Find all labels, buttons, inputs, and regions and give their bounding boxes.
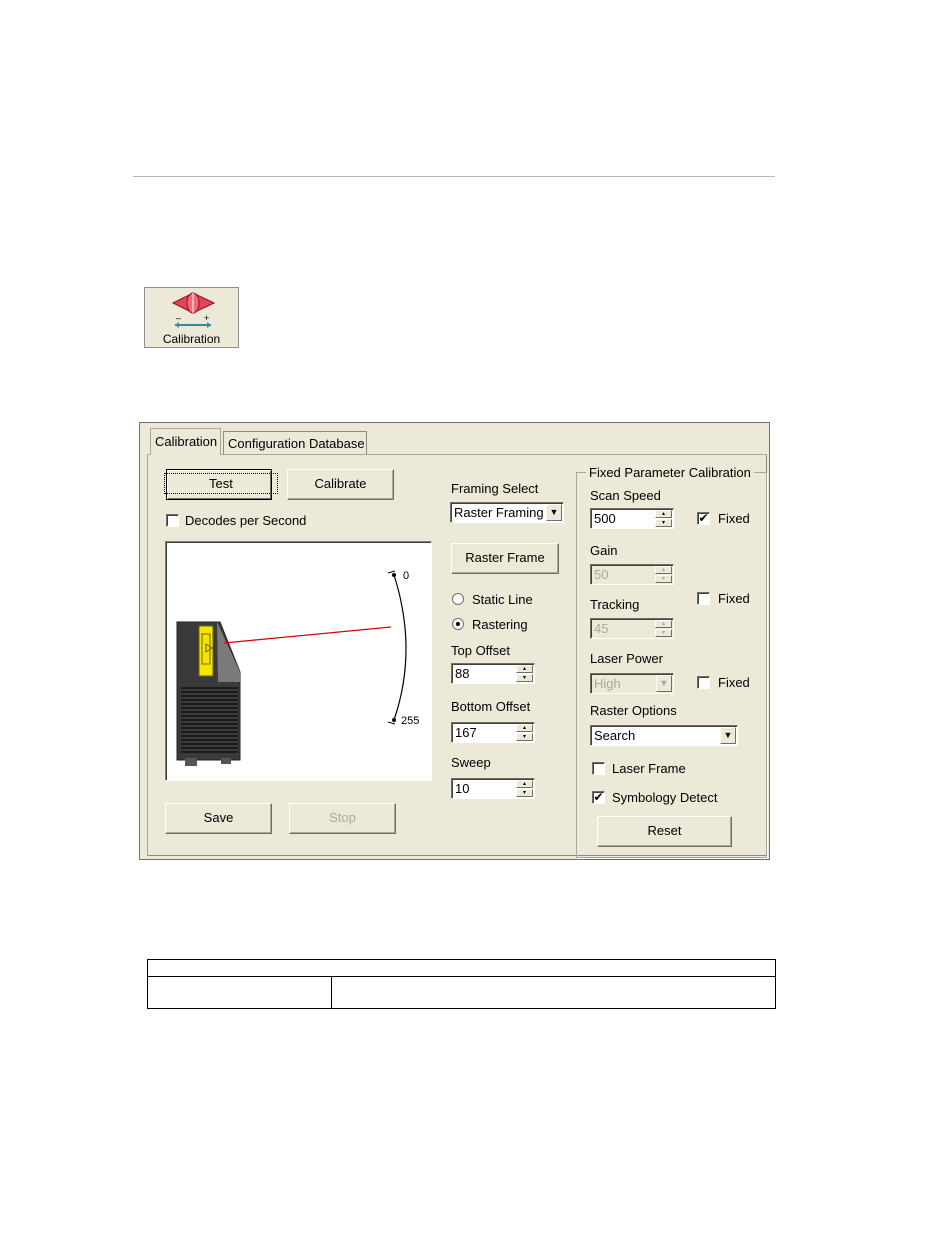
raster-options-value: Search [594,728,636,743]
scanner-device-image [177,622,240,766]
spin-down-icon[interactable]: ▾ [516,674,533,682]
raster-options-dropdown[interactable] [590,725,738,746]
fixed-parameter-legend: Fixed Parameter Calibration [586,465,754,480]
top-offset-input[interactable] [451,663,535,684]
scan-speed-spinner[interactable] [655,510,672,527]
plus-sign: + [204,313,210,323]
calibration-dialog [139,422,770,860]
rastering-radio[interactable] [452,618,464,630]
chevron-down-icon[interactable]: ▼ [720,727,736,744]
framing-select-label: Framing Select [451,481,539,496]
tracking-value: 45 [594,621,609,636]
decodes-per-second-checkbox[interactable] [166,514,179,527]
bottom-offset-label: Bottom Offset [451,699,531,714]
spin-down-icon[interactable]: ▾ [516,733,533,741]
tab-configuration-database-label: Configuration Database [228,436,365,451]
reset-button[interactable]: Reset [597,816,732,847]
gain-label: Gain [590,543,618,558]
laser-power-value: High [594,676,621,691]
minus-sign: – [176,313,182,323]
spin-up-icon[interactable]: ▴ [516,780,533,788]
tab-calibration[interactable] [150,428,221,455]
page-rule [133,176,775,177]
tracking-spinner[interactable] [655,620,672,637]
tracking-fixed-checkbox[interactable] [697,592,710,605]
raster-options-label: Raster Options [590,703,677,718]
chevron-down-icon[interactable]: ▼ [546,504,562,521]
calibration-toolbar-label: Calibration [162,332,221,346]
spin-down-icon[interactable]: ▾ [655,519,672,527]
table-cell [332,977,776,1009]
tab-calibration-label: Calibration [155,434,218,449]
empty-table [147,959,776,1009]
spin-up-icon[interactable]: ▴ [655,510,672,518]
bottom-offset-value: 167 [455,725,477,740]
static-line-radio[interactable] [452,593,464,605]
sweep-value: 10 [455,781,470,796]
rastering-label: Rastering [472,617,528,632]
laser-power-label: Laser Power [590,651,663,666]
scan-speed-label: Scan Speed [590,488,661,503]
decodes-per-second-label: Decodes per Second [185,513,307,528]
laser-power-fixed-checkbox[interactable] [697,676,710,689]
checkmark-icon: ✔ [593,790,604,804]
scale-bottom-label: 255 [401,715,420,727]
test-button-label: Test [167,476,275,491]
spin-down-icon[interactable]: ▾ [655,575,672,583]
static-line-label: Static Line [472,592,533,607]
table-header-cell [148,960,776,977]
laser-frame-label: Laser Frame [612,761,686,776]
tab-configuration-database[interactable] [223,431,367,454]
checkmark-icon: ✔ [698,511,709,525]
scan-speed-fixed-checkbox[interactable] [697,512,710,525]
laser-frame-checkbox[interactable] [592,762,605,775]
chevron-down-icon[interactable]: ▼ [656,675,672,692]
table-header-row [148,960,776,977]
raster-frame-button[interactable]: Raster Frame [451,543,559,574]
spin-up-icon[interactable]: ▴ [655,620,672,628]
bottom-offset-input[interactable] [451,722,535,743]
calibration-toolbar-button[interactable] [144,287,239,348]
symbology-detect-label: Symbology Detect [612,790,718,805]
table-cell [148,977,332,1009]
framing-select-dropdown[interactable] [450,502,564,523]
bottom-offset-spinner[interactable] [516,724,533,741]
tracking-fixed-label: Fixed [718,591,750,606]
scan-speed-input[interactable] [590,508,674,529]
laser-beam [224,627,391,643]
calibration-lens-icon [171,291,215,331]
symbology-detect-checkbox[interactable] [592,791,605,804]
radio-selected-dot [456,622,460,626]
test-button[interactable] [166,469,272,500]
scanner-preview [165,541,432,781]
scan-speed-fixed-label: Fixed [718,511,750,526]
save-button[interactable]: Save [165,803,272,834]
scale-top-label: 0 [403,570,410,582]
gain-value: 50 [594,567,609,582]
scale-top-marker [388,571,396,577]
sweep-input[interactable] [451,778,535,799]
stop-button[interactable]: Stop [289,803,396,834]
top-offset-label: Top Offset [451,643,511,658]
spin-down-icon[interactable]: ▾ [516,789,533,797]
scan-arc [394,575,406,720]
top-offset-spinner[interactable] [516,665,533,682]
tracking-label: Tracking [590,597,640,612]
laser-power-fixed-label: Fixed [718,675,750,690]
spin-down-icon[interactable]: ▾ [655,629,672,637]
sweep-spinner[interactable] [516,780,533,797]
spin-up-icon[interactable]: ▴ [516,724,533,732]
calibrate-button[interactable]: Calibrate [287,469,394,500]
gain-spinner[interactable] [655,566,672,583]
sweep-label: Sweep [451,755,491,770]
spin-up-icon[interactable]: ▴ [516,665,533,673]
scale-bottom-marker [388,718,396,724]
framing-select-value: Raster Framing [454,505,544,520]
table-row [148,977,776,1009]
spin-up-icon[interactable]: ▴ [655,566,672,574]
tracking-input[interactable] [590,618,674,639]
scan-speed-value: 500 [594,511,616,526]
laser-power-dropdown[interactable] [590,673,674,694]
top-offset-value: 88 [455,666,470,681]
gain-input[interactable] [590,564,674,585]
